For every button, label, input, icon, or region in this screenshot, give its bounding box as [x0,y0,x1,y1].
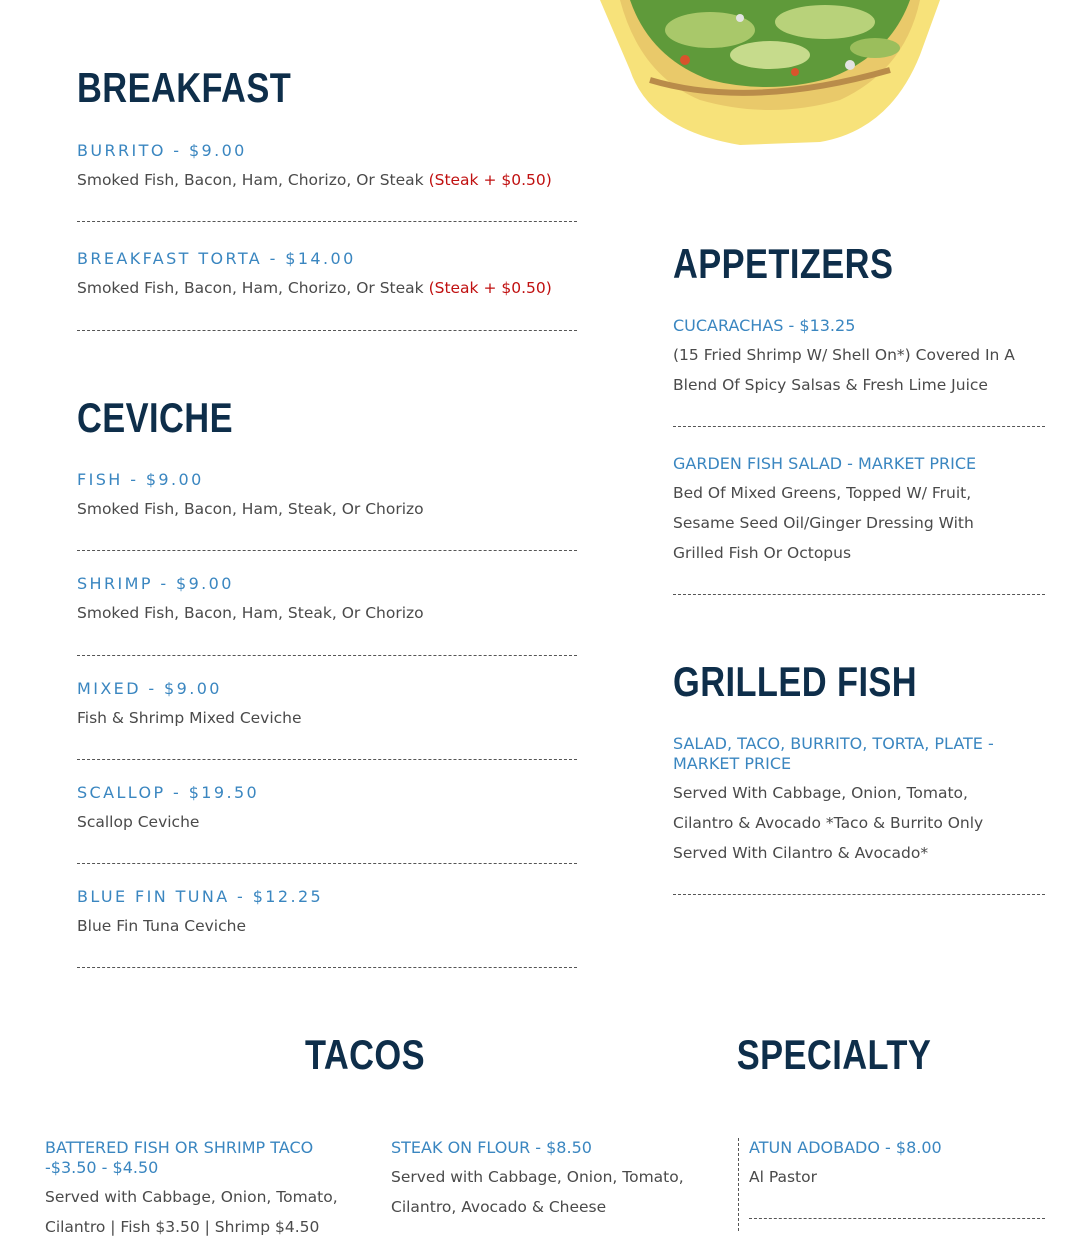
grilled-fish-heading: GRILLED FISH [673,658,918,705]
divider [673,894,1045,895]
divider [749,1218,1045,1219]
item-title-battered-fish-taco: BATTERED FISH OR SHRIMP TACO -$3.50 - $4.50 [45,1138,314,1177]
breakfast-heading: BREAKFAST [77,64,292,111]
item-description: Bed Of Mixed Greens, Topped W/ Fruit, Sesame Seed Oil/Ginger Dressing With Grilled Fish Or Octopus [673,484,974,562]
divider [77,655,577,656]
item-title-garden-fish-salad: GARDEN FISH SALAD - MARKET PRICE [673,454,977,473]
divider [77,759,577,760]
taco-food-photo [590,0,960,150]
divider [77,863,577,864]
specialty-heading: SPECIALTY [736,1031,932,1078]
item-description: (15 Fried Shrimp W/ Shell On*) Covered In A Blend Of Spicy Salsas & Fresh Lime Juice [673,346,1015,394]
divider [77,330,577,331]
item-description: Smoked Fish, Bacon, Ham, Steak, Or Chorizo [77,500,424,518]
divider [77,967,577,968]
ceviche-heading: CEVICHE [77,394,233,441]
item-description: Blue Fin Tuna Ceviche [77,917,246,935]
item-title-mixed: MIXED - $9.00 [77,679,222,698]
item-title-shrimp: SHRIMP - $9.00 [77,574,234,593]
item-title-cucarachas: CUCARACHAS - $13.25 [673,316,856,335]
item-description: Scallop Ceviche [77,813,200,831]
item-description: Smoked Fish, Bacon, Ham, Chorizo, Or Steak (Steak + $0.50) [77,171,552,189]
appetizers-heading: APPETIZERS [673,240,894,287]
item-title-fish: FISH - $9.00 [77,470,204,489]
item-title-grilled-fish: SALAD, TACO, BURRITO, TORTA, PLATE - MARKET PRICE [673,734,994,773]
item-description: Smoked Fish, Bacon, Ham, Chorizo, Or Steak (Steak + $0.50) [77,279,552,297]
item-title: BURRITO - $9.00 [77,141,247,160]
item-description: Smoked Fish, Bacon, Ham, Steak, Or Chorizo [77,604,424,622]
item-title-atun-adobado: ATUN ADOBADO - $8.00 [749,1138,942,1157]
price-note: (Steak + $0.50) [428,171,552,189]
divider [673,426,1045,427]
item-title: BREAKFAST TORTA - $14.00 [77,249,356,268]
item-title-blue-fin-tuna: BLUE FIN TUNA - $12.25 [77,887,324,906]
divider [77,550,577,551]
price-note: (Steak + $0.50) [428,279,552,297]
item-title-steak-on-flour: STEAK ON FLOUR - $8.50 [391,1138,592,1157]
item-description: Al Pastor [749,1168,817,1186]
divider [77,221,577,222]
item-title-scallop: SCALLOP - $19.50 [77,783,260,802]
item-description: Fish & Shrimp Mixed Ceviche [77,709,302,727]
item-description: Served with Cabbage, Onion, Tomato, Cilantro, Avocado & Cheese [391,1168,684,1216]
tacos-heading: TACOS [304,1031,426,1078]
column-divider [738,1138,739,1231]
divider [673,594,1045,595]
item-description: Served with Cabbage, Onion, Tomato, Cilantro | Fish $3.50 | Shrimp $4.50 [45,1188,338,1236]
item-description: Served With Cabbage, Onion, Tomato, Cilantro & Avocado *Taco & Burrito Only Served With Cilantro & Avocado* [673,784,984,862]
